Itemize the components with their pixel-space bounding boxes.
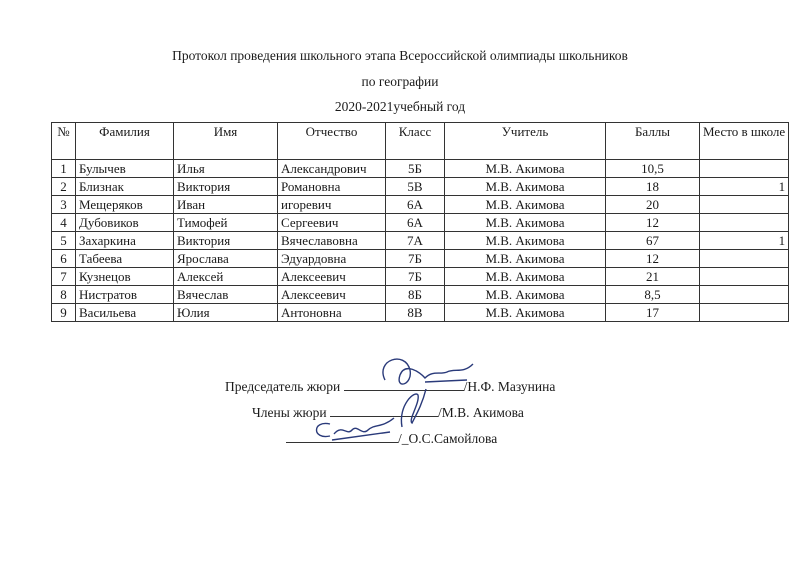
member1-name: /М.В. Акимова: [437, 405, 524, 420]
cell-teacher: М.В. Акимова: [445, 250, 606, 268]
cell-teacher: М.В. Акимова: [445, 178, 606, 196]
cell-class: 6А: [386, 196, 445, 214]
member2-name: /_О.С.Самойлова: [398, 431, 498, 446]
cell-surname: Табеева: [76, 250, 174, 268]
cell-number: 7: [52, 268, 76, 286]
chair-label: Председатель жюри: [225, 379, 341, 394]
table-row: [52, 250, 789, 268]
cell-name: Алексей: [174, 268, 278, 286]
cell-score: 10,5: [606, 160, 700, 178]
cell-surname: Васильева: [76, 304, 174, 322]
cell-class: 6А: [386, 214, 445, 232]
document-title: Протокол проведения школьного этапа Всероссийской олимпиады школьников: [172, 48, 628, 63]
cell-number: 8: [52, 286, 76, 304]
cell-class: 7А: [386, 232, 445, 250]
cell-place: [700, 268, 789, 286]
cell-score: 17: [606, 304, 700, 322]
table-row: [52, 268, 789, 286]
cell-name: Виктория: [174, 232, 278, 250]
cell-place: [700, 214, 789, 232]
column-header-number: №: [52, 123, 76, 160]
cell-teacher: М.В. Акимова: [445, 214, 606, 232]
table-row: [52, 232, 789, 250]
cell-surname: Кузнецов: [76, 268, 174, 286]
cell-name: Вячеслав: [174, 286, 278, 304]
cell-number: 4: [52, 214, 76, 232]
cell-patronymic: Александрович: [278, 160, 386, 178]
cell-number: 6: [52, 250, 76, 268]
cell-surname: Дубовиков: [76, 214, 174, 232]
column-header-name: Имя: [174, 123, 278, 160]
cell-name: Илья: [174, 160, 278, 178]
column-header-surname: Фамилия: [76, 123, 174, 160]
cell-teacher: М.В. Акимова: [445, 304, 606, 322]
column-header-teacher: Учитель: [445, 123, 606, 160]
cell-score: 67: [606, 232, 700, 250]
cell-number: 3: [52, 196, 76, 214]
cell-number: 1: [52, 160, 76, 178]
table-row: [52, 214, 789, 232]
table-row: [52, 196, 789, 214]
cell-score: 18: [606, 178, 700, 196]
cell-place: 1: [700, 232, 789, 250]
cell-score: 12: [606, 214, 700, 232]
cell-score: 8,5: [606, 286, 700, 304]
cell-name: Ярослава: [174, 250, 278, 268]
cell-patronymic: Сергеевич: [278, 214, 386, 232]
cell-score: 21: [606, 268, 700, 286]
cell-name: Юлия: [174, 304, 278, 322]
cell-class: 5Б: [386, 160, 445, 178]
cell-class: 7Б: [386, 250, 445, 268]
cell-class: 7Б: [386, 268, 445, 286]
column-header-class: Класс: [386, 123, 445, 160]
table-header-row: [52, 123, 789, 160]
cell-surname: Булычев: [76, 160, 174, 178]
cell-teacher: М.В. Акимова: [445, 196, 606, 214]
table-row: [52, 286, 789, 304]
cell-place: [700, 250, 789, 268]
column-header-patronymic: Отчество: [278, 123, 386, 160]
cell-surname: Захаркина: [76, 232, 174, 250]
column-header-score: Баллы: [606, 123, 700, 160]
results-table: [51, 122, 789, 322]
cell-name: Тимофей: [174, 214, 278, 232]
cell-surname: Мещеряков: [76, 196, 174, 214]
cell-class: 5В: [386, 178, 445, 196]
cell-teacher: М.В. Акимова: [445, 232, 606, 250]
column-header-place: Место в школе: [700, 123, 789, 160]
cell-teacher: М.В. Акимова: [445, 268, 606, 286]
cell-class: 8В: [386, 304, 445, 322]
document-subject: по географии: [361, 74, 439, 89]
cell-name: Виктория: [174, 178, 278, 196]
cell-patronymic: Эдуардовна: [278, 250, 386, 268]
member2-signature-mark: [302, 410, 402, 450]
cell-patronymic: Алексеевич: [278, 286, 386, 304]
table-row: [52, 178, 789, 196]
cell-surname: Нистратов: [76, 286, 174, 304]
chair-name: /Н.Ф. Мазунина: [463, 379, 556, 394]
document-year: 2020-2021учебный год: [334, 99, 466, 114]
cell-score: 20: [606, 196, 700, 214]
cell-number: 5: [52, 232, 76, 250]
cell-number: 9: [52, 304, 76, 322]
cell-patronymic: Романовна: [278, 178, 386, 196]
cell-place: [700, 304, 789, 322]
cell-place: [700, 196, 789, 214]
cell-teacher: М.В. Акимова: [445, 160, 606, 178]
cell-teacher: М.В. Акимова: [445, 286, 606, 304]
cell-score: 12: [606, 250, 700, 268]
cell-patronymic: Вячеславовна: [278, 232, 386, 250]
members-label: Члены жюри: [252, 405, 327, 420]
cell-surname: Близнак: [76, 178, 174, 196]
cell-patronymic: игоревич: [278, 196, 386, 214]
cell-place: [700, 160, 789, 178]
cell-place: 1: [700, 178, 789, 196]
cell-patronymic: Антоновна: [278, 304, 386, 322]
cell-name: Иван: [174, 196, 278, 214]
table-row: [52, 304, 789, 322]
cell-place: [700, 286, 789, 304]
table-row: [52, 160, 789, 178]
cell-patronymic: Алексеевич: [278, 268, 386, 286]
cell-number: 2: [52, 178, 76, 196]
cell-class: 8Б: [386, 286, 445, 304]
